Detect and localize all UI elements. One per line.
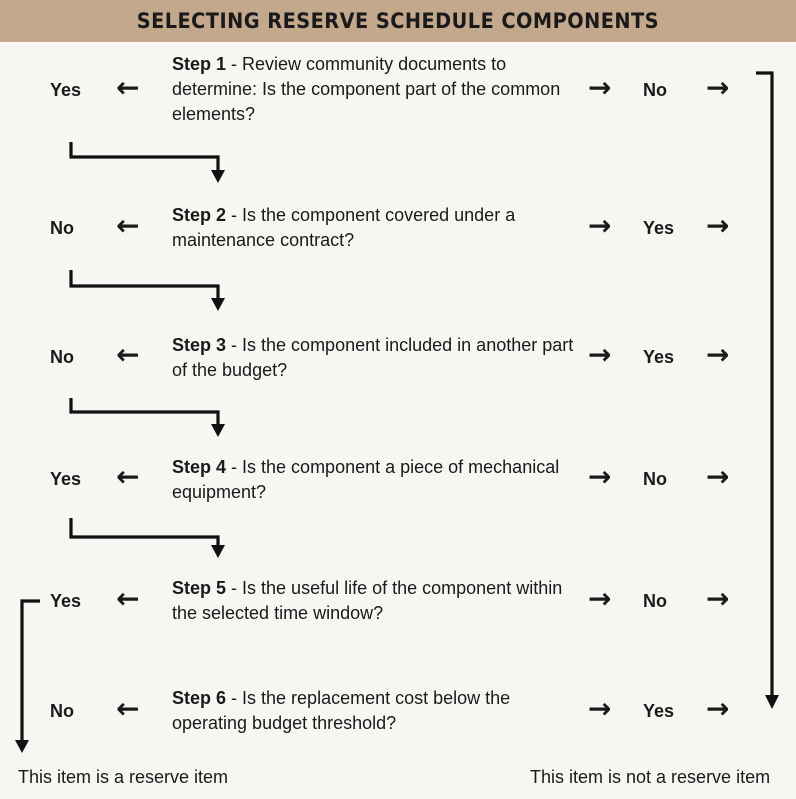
diagram-title: SELECTING RESERVE SCHEDULE COMPONENTS [136,9,660,33]
step-5-left-answer: Yes [50,591,82,611]
step-3-label: Step 3 [172,335,227,355]
step-2-right-answer: Yes [643,218,675,238]
connector-3-4 [71,398,218,426]
arrowhead-down-icon [765,695,779,709]
arrowhead-down-icon [211,298,225,311]
step-5-text: - Is the useful life of the component within the selected time window? [172,578,563,623]
reserve-item-result: This item is a reserve item [18,767,229,787]
step-3-right-answer: Yes [643,347,675,367]
step-4-label: Step 4 [172,457,227,477]
step-6-right-answer: Yes [643,701,675,721]
step-6-label: Step 6 [172,688,227,708]
right-arrow-icon: → [706,71,730,104]
not-reserve-line [756,73,772,697]
right-arrow-icon: → [588,338,612,371]
step-2-label: Step 2 [172,205,227,225]
step-5-label: Step 5 [172,578,227,598]
arrowhead-down-icon [211,545,225,558]
step-1-right-answer: No [643,80,667,100]
step-6-text: - Is the replacement cost below the operating budget threshold? [172,688,511,733]
left-arrow-icon: ← [116,692,140,725]
right-arrow-icon: → [588,71,612,104]
right-arrow-icon: → [588,209,612,242]
step-6-left-answer: No [50,701,74,721]
arrowhead-down-icon [211,170,225,183]
left-arrow-icon: ← [116,209,140,242]
step-4-left-answer: Yes [50,469,82,489]
step-2-left-answer: No [50,218,74,238]
reserve-line [22,601,40,742]
right-arrow-icon: → [706,582,730,615]
step-2-text: - Is the component covered under a maintenance contract? [172,205,516,250]
connector-1-2 [71,142,218,172]
left-arrow-icon: ← [116,338,140,371]
step-4-text: - Is the component a piece of mechanical equipment? [172,457,560,502]
step-3-left-answer: No [50,347,74,367]
step-1-text: - Review community documents to determine: Is the component part of the common elements? [172,54,561,124]
right-arrow-icon: → [706,209,730,242]
left-arrow-icon: ← [116,582,140,615]
step-4-right-answer: No [643,469,667,489]
arrowhead-down-icon [15,740,29,753]
step-5-right-answer: No [643,591,667,611]
right-arrow-icon: → [588,692,612,725]
connector-4-5 [71,518,218,548]
right-arrow-icon: → [706,460,730,493]
step-1-left-answer: Yes [50,80,82,100]
right-arrow-icon: → [706,338,730,371]
right-arrow-icon: → [588,582,612,615]
arrowhead-down-icon [211,424,225,437]
right-arrow-icon: → [706,692,730,725]
right-arrow-icon: → [588,460,612,493]
step-1-label: Step 1 [172,54,227,74]
left-arrow-icon: ← [116,71,140,104]
left-arrow-icon: ← [116,460,140,493]
connector-2-3 [71,270,218,300]
step-3-text: - Is the component included in another part of the budget? [172,335,574,380]
not-reserve-item-result: This item is not a reserve item [530,767,771,787]
